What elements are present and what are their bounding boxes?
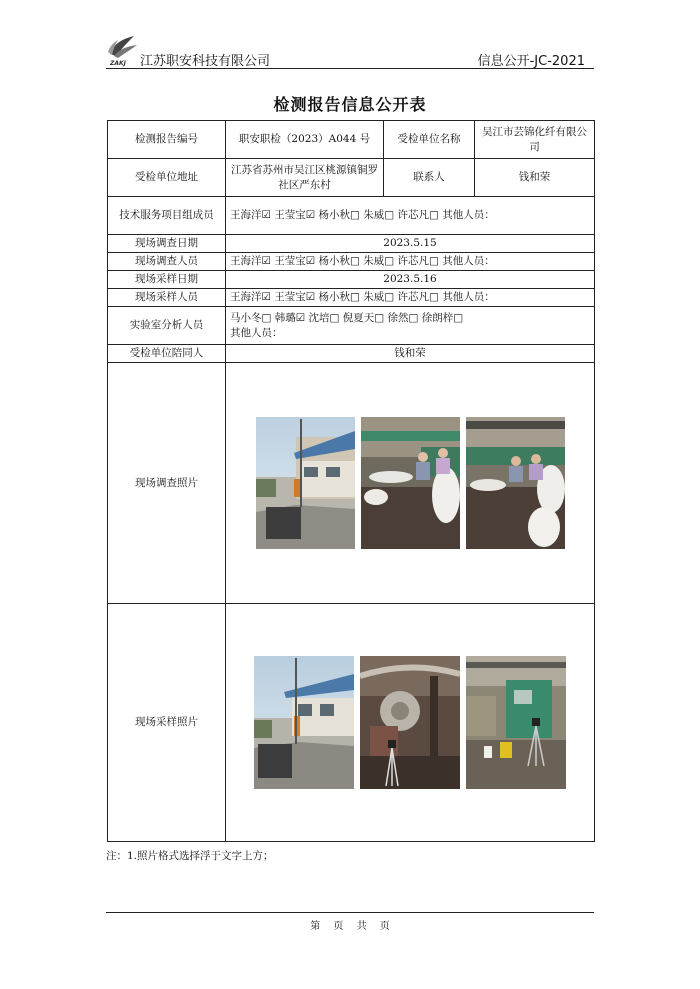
survey-staff-label: 现场调查人员	[108, 253, 226, 271]
lab-value-line1: 马小冬□ 韩璐☑ 沈培□ 倪夏天□ 徐然□ 徐朗梓□	[230, 311, 464, 324]
table-row	[108, 289, 595, 307]
page-footer: 第 页 共 页	[310, 921, 390, 932]
lab-value-line2: 其他人员：	[230, 326, 283, 339]
table-row	[108, 363, 595, 604]
company-logo	[104, 32, 140, 68]
contact-value: 钱和荣	[475, 159, 595, 197]
table-row	[108, 121, 595, 159]
address-label: 受检单位地址	[108, 159, 226, 197]
survey-photo-gate	[256, 417, 355, 549]
table-row	[108, 159, 595, 197]
escort-label: 受检单位陪同人	[108, 345, 226, 363]
team-value: 王海洋☑ 王莹宝☑ 杨小秋□ 朱威□ 许芯凡□ 其他人员：	[226, 197, 595, 235]
unit-name-label: 受检单位名称	[384, 121, 475, 159]
table-row	[108, 307, 595, 345]
survey-staff-value: 王海洋☑ 王莹宝☑ 杨小秋□ 朱威□ 许芯凡□ 其他人员：	[226, 253, 595, 271]
unit-name-value: 吴江市芸锦化纤有限公司	[475, 121, 595, 159]
table-row	[108, 197, 595, 235]
sampling-photos-cell	[226, 604, 595, 842]
contact-label: 联系人	[384, 159, 475, 197]
note-text: 注：1.照片格式选择浮于文字上方；	[106, 850, 274, 862]
page-title: 检测报告信息公开表	[273, 95, 427, 114]
sampling-photo-machine	[360, 656, 460, 789]
sampling-photos-label: 现场采样照片	[108, 604, 226, 842]
survey-date-label: 现场调查日期	[108, 235, 226, 253]
footer-rule	[106, 912, 594, 913]
lab-value	[226, 307, 595, 345]
sampling-date-label: 现场采样日期	[108, 271, 226, 289]
report-no-value: 职安职检（2023）A044 号	[226, 121, 384, 159]
address-value: 江苏省苏州市吴江区桃源镇铜罗社区严东村	[226, 159, 384, 197]
survey-photo-workshop-1	[361, 417, 460, 549]
escort-value: 钱和荣	[226, 345, 595, 363]
header-rule	[106, 68, 594, 69]
survey-date-value: 2023.5.15	[226, 235, 595, 253]
table-row	[108, 235, 595, 253]
team-label: 技术服务项目组成员	[108, 197, 226, 235]
report-no-label: 检测报告编号	[108, 121, 226, 159]
table-row	[108, 604, 595, 842]
document-code: 信息公开-JC-2021	[477, 54, 585, 69]
survey-photos-cell	[226, 363, 595, 604]
survey-photos-label: 现场调查照片	[108, 363, 226, 604]
survey-photo-workshop-2	[466, 417, 565, 549]
sampling-date-value: 2023.5.16	[226, 271, 595, 289]
sampling-staff-label: 现场采样人员	[108, 289, 226, 307]
table-row	[108, 345, 595, 363]
sampling-photo-gate	[254, 656, 354, 789]
table-row	[108, 271, 595, 289]
logo-text: ZAKJ	[110, 60, 126, 67]
sampling-photo-workshop	[466, 656, 566, 789]
sampling-staff-value: 王海洋☑ 王莹宝☑ 杨小秋□ 朱威□ 许芯凡□ 其他人员：	[226, 289, 595, 307]
company-name: 江苏职安科技有限公司	[140, 54, 271, 69]
table-row	[108, 253, 595, 271]
lab-label: 实验室分析人员	[108, 307, 226, 345]
info-table	[107, 120, 595, 842]
